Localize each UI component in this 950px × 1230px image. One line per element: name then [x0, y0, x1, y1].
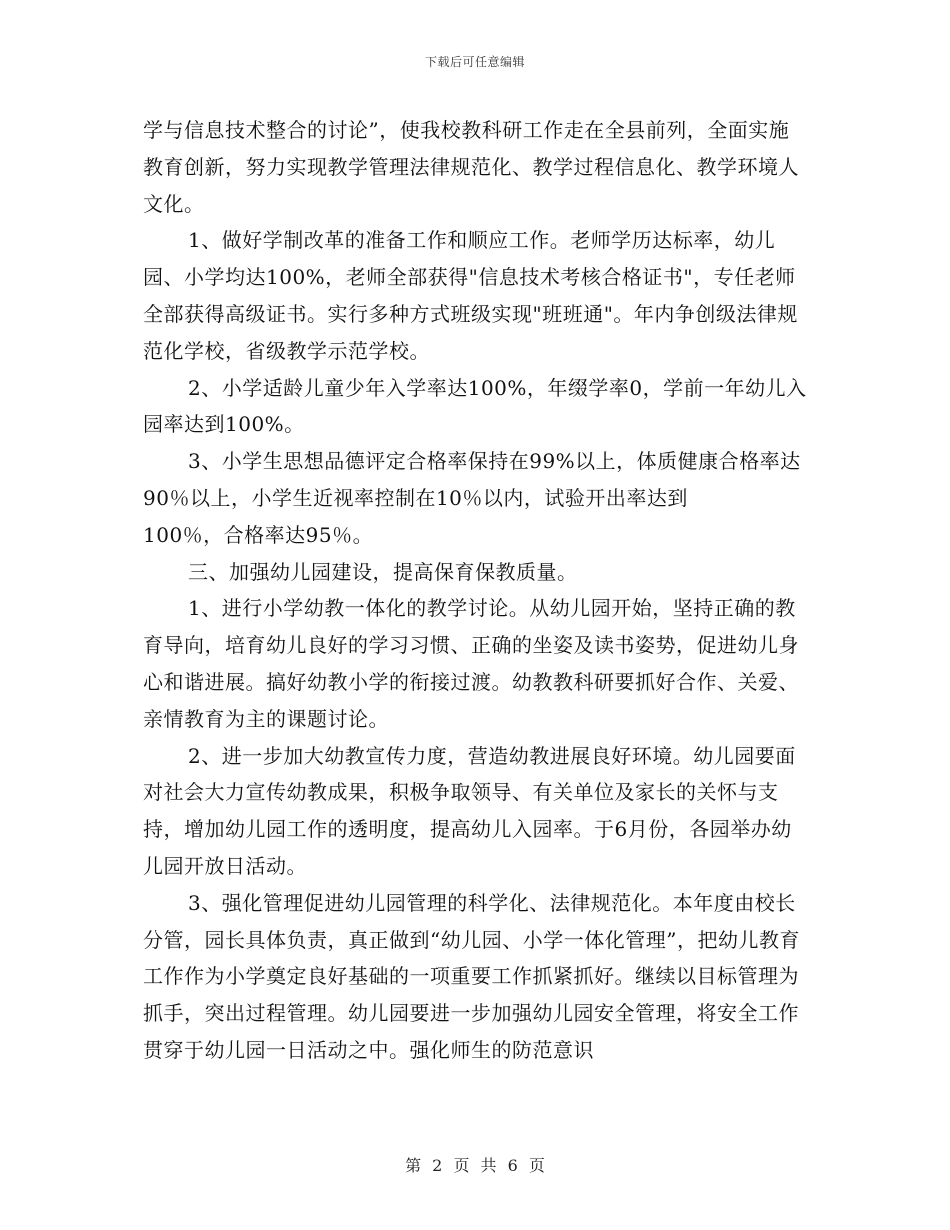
paragraph-kindergarten-2: 2、进一步加大幼教宣传力度，营造幼教进展良好环境。幼儿园要面对社会大力宣传幼教成果，积极争取领导、有关单位及家长的关怀与支持，增加幼儿园工作的透明度，提高幼儿入园率。于6月份，各园举办幼儿园开放日活动。: [143, 743, 796, 878]
paragraph-item-3-continued: 100％，合格率达95％。: [143, 522, 374, 547]
page-number: 第 2 页 共 6 页: [405, 1156, 545, 1175]
page-header: 下载后可任意编辑: [424, 55, 525, 69]
section-heading-3: 三、加强幼儿园建设，提高保育保教质量。: [188, 559, 578, 584]
paragraph-continuation: 学与信息技术整合的讨论”，使我校教科研工作走在全县前列，全面实施教育创新，努力实现教学管理法律规范化、教学过程信息化、教学环境人文化。: [143, 118, 799, 216]
paragraph-item-2: 2、小学适龄儿童少年入学率达100%，年缀学率0，学前一年幼儿入园率达到100%。: [143, 375, 807, 437]
paragraph-item-1: 1、做好学制改革的准备工作和顺应工作。老师学历达标率，幼儿园、小学均达100%，老师全部获得"信息技术考核合格证书"，专任老师全部获得高级证书。实行多种方式班级实现"班班通"。年内争创级法律规范化学校，省级教学示范学校。: [143, 228, 798, 363]
paragraph-item-3: 3、小学生思想品德评定合格率保持在99%以上，体质健康合格率达90％以上，小学生近视率控制在10％以内，试验开出率达到: [143, 449, 801, 510]
paragraph-kindergarten-1: 1、进行小学幼教一体化的教学讨论。从幼儿园开始，坚持正确的教育导向，培育幼儿良好的学习习惯、正确的坐姿及读书姿势，促进幼儿身心和谐进展。搞好幼教小学的衔接过渡。幼教教科研要抓好合作、关爱、亲情教育为主的课题讨论。: [143, 596, 799, 731]
paragraph-kindergarten-3: 3、强化管理促进幼儿园管理的科学化、法律规范化。本年度由校长分管，园长具体负责，真正做到“幼儿园、小学一体化管理”，把幼儿教育工作作为小学奠定良好基础的一项重要工作抓紧抓好。继续以目标管理为抓手，突出过程管理。幼儿园要进一步加强幼儿园安全管理，将安全工作贯穿于幼儿园一日活动之中。强化师生的防范意识: [143, 890, 800, 1062]
document-body: [143, 112, 808, 1069]
